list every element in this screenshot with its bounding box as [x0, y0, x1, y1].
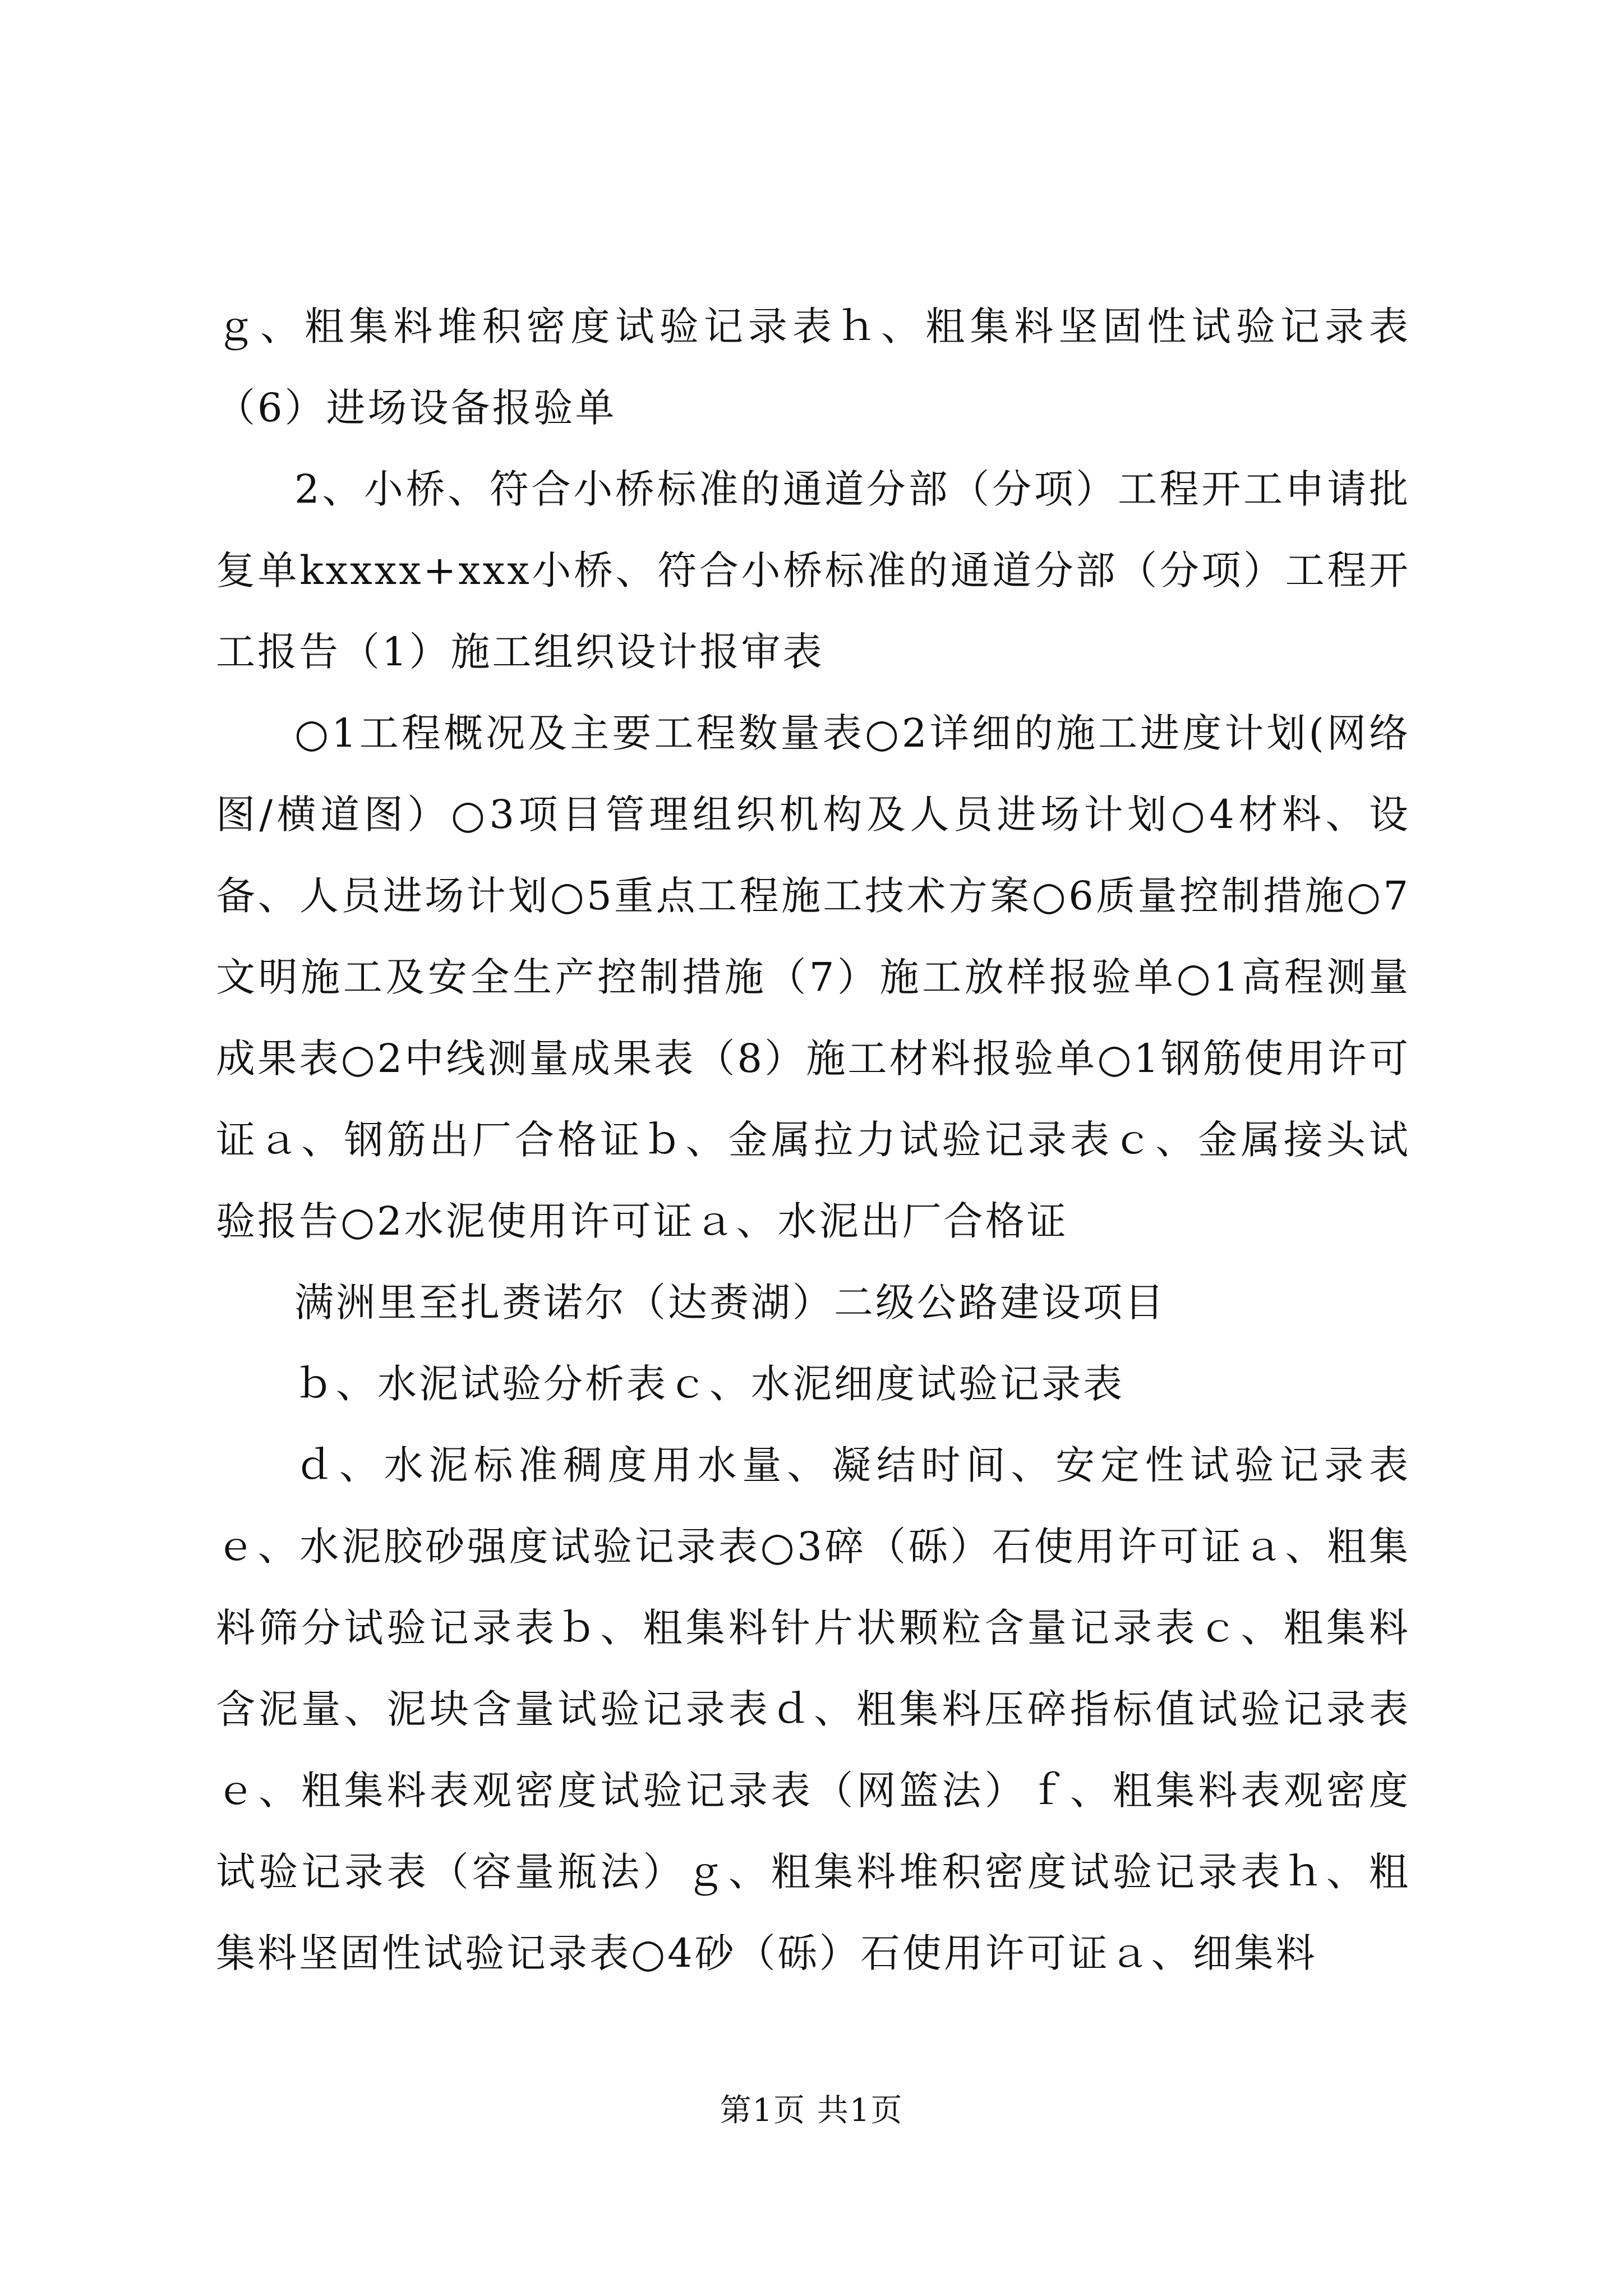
- paragraph-1: ｇ、粗集料堆积密度试验记录表ｈ、粗集料坚固性试验记录表（6）进场设备报验单: [216, 303, 1410, 431]
- paragraph-3: ○1工程概况及主要工程数量表○2详细的施工进度计划(网络图/横道图）○3项目管理组织机构及人员进场计划○4材料、设备、人员进场计划○5重点工程施工技术方案○6质量控制措施○7文明施工及安全生产控制措施（7）施工放样报验单○1高程测量成果表○2中线测量成果表（8）施工材料报验单○1钢筋使用许可证ａ、钢筋出厂合格证ｂ、金属拉力试验记录表ｃ、金属接头试验报告○2水泥使用许可证ａ、水泥出厂合格证: [216, 710, 1410, 1244]
- paragraph-5: ｂ、水泥试验分析表ｃ、水泥细度试验记录表: [294, 1361, 1124, 1407]
- document-body: [216, 286, 1410, 1994]
- page-footer: 第1页 共1页: [720, 2092, 903, 2129]
- paragraph-2: 2、小桥、符合小桥标准的通道分部（分项）工程开工申请批复单kxxxx+xxx小桥、符合小桥标准的通道分部（分项）工程开工报告（1）施工组织设计报审表: [216, 466, 1410, 675]
- paragraph-6: ｄ、水泥标准稠度用水量、凝结时间、安定性试验记录表ｅ、水泥胶砂强度试验记录表○3碎（砾）石使用许可证ａ、粗集料筛分试验记录表ｂ、粗集料针片状颗粒含量记录表ｃ、粗集料含泥量、泥块含量试验记录表ｄ、粗集料压碎指标值试验记录表ｅ、粗集料表观密度试验记录表（网篮法）ｆ、粗集料表观密度试验记录表（容量瓶法）ｇ、粗集料堆积密度试验记录表ｈ、粗集料坚固性试验记录表○4砂（砾）石使用许可证ａ、细集料: [216, 1442, 1410, 1976]
- paragraph-4: 满洲里至扎赉诺尔（达赉湖）二级公路建设项目: [294, 1280, 1166, 1326]
